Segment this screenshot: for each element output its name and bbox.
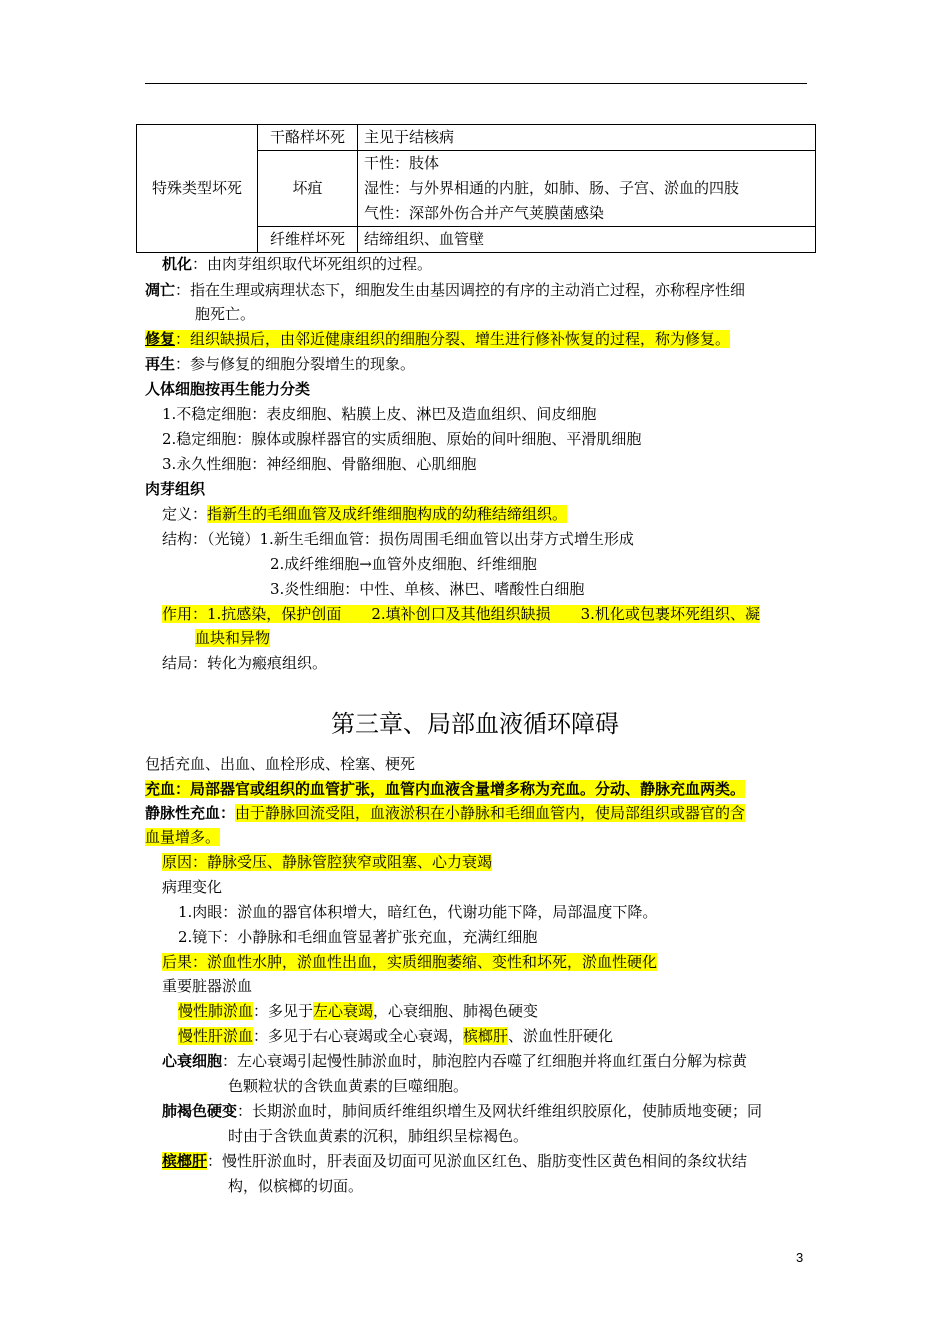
definition: 由于静脉回流受阻，血液淤积在小静脉和毛细血管内，使局部组织或器官的含 — [235, 804, 746, 822]
list-item: 1.肉眼：淤血的器官体积增大，暗红色，代谢功能下降，局部温度下降。 — [178, 903, 658, 921]
organ-title: 重要脏器淤血 — [162, 977, 253, 995]
term: 凋亡 — [145, 281, 176, 299]
header-rule — [145, 83, 807, 84]
outcome-line: 结局：转化为瘢痕组织。 — [162, 654, 328, 672]
desc-line: 湿性：与外界相通的内脏，如肺、肠、子宫、淤血的四肢 — [364, 179, 740, 197]
cause-line: 原因：静脉受压、静脉管腔狭窄或阻塞、心力衰竭 — [162, 853, 493, 871]
term: 慢性肝淤血 — [178, 1027, 254, 1045]
term: 机化 — [162, 255, 193, 273]
fei-cont: 时由于含铁血黄素的沉积，肺组织呈棕褐色。 — [228, 1127, 529, 1145]
list-item: 3.永久性细胞：神经细胞、骨骼细胞、心肌细胞 — [162, 455, 477, 473]
definition: ：由肉芽组织取代坏死组织的过程。 — [192, 255, 433, 273]
xiufu-entry — [145, 327, 730, 351]
table-row-name: 纤维样坏死 — [258, 227, 358, 253]
list-item: 2.镜下：小静脉和毛细血管显著扩张充血，充满红细胞 — [178, 928, 538, 946]
binlang-cont: 构，似槟榔的切面。 — [228, 1177, 364, 1195]
page-number: 3 — [796, 1250, 804, 1265]
definition: ：参与修复的细胞分裂增生的现象。 — [175, 355, 416, 373]
result-line: 后果：淤血性水肿，淤血性出血，实质细胞萎缩、变性和坏死，淤血性硬化 — [162, 953, 658, 971]
list-item: 1.不稳定细胞：表皮细胞、粘膜上皮、淋巴及造血组织、间皮细胞 — [162, 405, 597, 423]
table-row-name: 干酪样坏死 — [258, 125, 358, 151]
xinshuai-entry — [162, 1049, 747, 1073]
table-row-name: 坏疽 — [258, 151, 358, 227]
desc-line: 气性：深部外伤合并产气荚膜菌感染 — [364, 204, 605, 222]
necrosis-table — [136, 124, 816, 253]
definition-line — [162, 502, 567, 526]
jingmai-cont: 血量增多。 — [145, 828, 221, 846]
binlang-entry — [162, 1149, 747, 1173]
structure-line: 3.炎性细胞：中性、单核、淋巴、嗜酸性白细胞 — [270, 580, 585, 598]
desc-line: 干性：肢体 — [364, 154, 440, 172]
term: 再生 — [145, 355, 176, 373]
table-row-desc: 结缔组织、血管壁 — [358, 227, 816, 253]
label: 定义： — [162, 505, 208, 523]
lung-line: 慢性肺淤血：多见于左心衰竭，心衰细胞、肺褐色硬变 — [178, 1002, 539, 1020]
term: 肺褐色硬变 — [162, 1102, 238, 1120]
term: 心衰细胞 — [162, 1052, 223, 1070]
definition: ：长期淤血时，肺间质纤维组织增生及网状纤维组织胶原化，使肺质地变硬；同 — [237, 1102, 763, 1120]
structure-line: 结构：（光镜）1.新生毛细血管：损伤周围毛细血管以出芽方式增生形成 — [162, 530, 634, 548]
xinshuai-cont: 色颗粒状的含铁血黄素的巨噬细胞。 — [228, 1077, 469, 1095]
definition: 指新生的毛细血管及成纤维细胞构成的幼稚结缔组织。 — [207, 505, 568, 523]
function-line: 作用：1.抗感染，保护创面 2.填补创口及其他组织缺损 3.机化或包裹坏死组织、凝 — [162, 605, 760, 623]
list-item: 2.稳定细胞：腺体或腺样器官的实质细胞、原始的间叶细胞、平滑肌细胞 — [162, 430, 642, 448]
function-cont: 血块和异物 — [195, 629, 271, 647]
diaowang-entry — [145, 278, 745, 302]
jihua-entry — [162, 252, 432, 276]
term: 静脉性充血： — [145, 804, 236, 822]
includes-line: 包括充血、出血、血栓形成、栓塞、梗死 — [145, 755, 416, 773]
section-title: 人体细胞按再生能力分类 — [145, 380, 311, 398]
term: 修复 — [145, 330, 176, 348]
chongxue-entry: 充血：局部器官或组织的血管扩张，血管内血液含量增多称为充血。分动、静脉充血两类。 — [145, 780, 746, 798]
fei-entry — [162, 1099, 762, 1123]
table-row-desc — [358, 151, 816, 227]
definition: ：组织缺损后，由邻近健康组织的细胞分裂、增生进行修补恢复的过程，称为修复。 — [175, 330, 731, 348]
structure-line: 2.成纤维细胞→血管外皮细胞、纤维细胞 — [270, 555, 537, 573]
liver-line: 慢性肝淤血：多见于右心衰竭或全心衰竭，槟榔肝、淤血性肝硬化 — [178, 1027, 614, 1045]
definition: ：左心衰竭引起慢性肺淤血时，肺泡腔内吞噬了红细胞并将血红蛋白分解为棕黄 — [222, 1052, 748, 1070]
term: 槟榔肝 — [162, 1152, 208, 1170]
definition: ：慢性肝淤血时，肝表面及切面可见淤血区红色、脂肪变性区黄色相间的条纹状结 — [207, 1152, 748, 1170]
diaowang-cont: 胞死亡。 — [195, 305, 256, 323]
term: 慢性肺淤血 — [178, 1002, 254, 1020]
path-title: 病理变化 — [162, 878, 223, 896]
chapter-title: 第三章、局部血液循环障碍 — [331, 710, 619, 738]
zaisheng-entry — [145, 352, 415, 376]
definition: ：指在生理或病理状态下，细胞发生由基因调控的有序的主动消亡过程，亦称程序性细 — [175, 281, 746, 299]
table-row-desc: 主见于结核病 — [358, 125, 816, 151]
table-category: 特殊类型坏死 — [137, 125, 258, 253]
jingmai-entry — [145, 801, 745, 825]
section-title: 肉芽组织 — [145, 480, 206, 498]
